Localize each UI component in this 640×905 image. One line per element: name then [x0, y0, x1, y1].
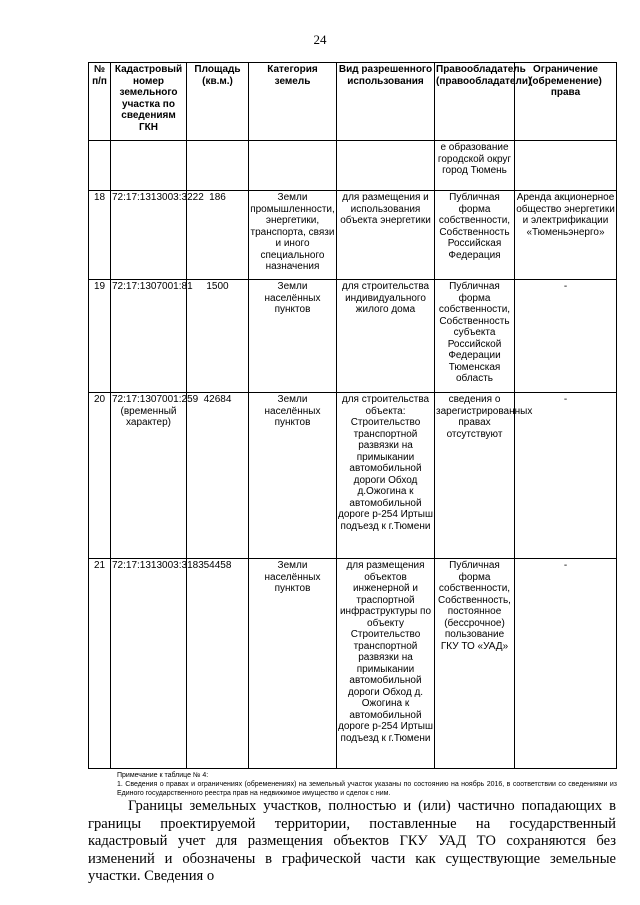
- row-number-cell: 18: [89, 191, 111, 280]
- table-note-title: Примечание к таблице № 4:: [117, 772, 209, 779]
- table-cell: [249, 141, 337, 191]
- encumbrance-cell: -: [515, 280, 617, 393]
- header-cell: № п/п: [89, 63, 111, 141]
- land-category-cell: Земли населённых пунктов: [249, 280, 337, 393]
- right-holder-cell: Публичная форма собственности, Собственность Российская Федерация: [435, 191, 515, 280]
- table-header-row: [89, 63, 617, 141]
- header-cell: Ограничение (обременение) права: [515, 63, 617, 141]
- table-cell: [187, 141, 249, 191]
- table-note-text: 1. Сведения о правах и ограничениях (обременениях) на земельный участок указаны по состоянию на ноябрь 2016, в соответствии со сведениями из Единого государственного реестра прав на недвижимое имущество и сделок с ним.: [117, 781, 617, 797]
- page-number: 24: [313, 32, 327, 47]
- right-holder-cell: Публичная форма собственности, Собственность, постоянное (бессрочное) пользование ГКУ ТО «УАД»: [435, 559, 515, 769]
- header-cell: Правообладатель (правообладатели): [435, 63, 515, 141]
- body-paragraph: Границы земельных участков, полностью и (или) частично попадающих в границы проектируемой территории, поставленные на государственный кадастровый учет для размещения объектов ГКУ УАД ТО сохраняются без изменений и обозначены в графической части как существующие земельные участки. Сведения о: [88, 798, 616, 885]
- right-holder-cell: Публичная форма собственности, Собственность субъекта Российской Федерации Тюменская область: [435, 280, 515, 393]
- area-cell: 42684: [187, 393, 249, 559]
- table-row: [89, 393, 617, 559]
- land-plots-table: [88, 62, 617, 769]
- header-cell: Кадастровый номер земельного участка по сведениям ГКН: [111, 63, 187, 141]
- table-cell: [111, 141, 187, 191]
- encumbrance-cell: -: [515, 559, 617, 769]
- table-row: [89, 191, 617, 280]
- cadastral-number-cell: 72:17:1307001:81: [111, 280, 187, 393]
- area-cell: 1500: [187, 280, 249, 393]
- header-cell: Площадь (кв.м.): [187, 63, 249, 141]
- table-cell: е образование городской округ город Тюмень: [435, 141, 515, 191]
- row-number-cell: 19: [89, 280, 111, 393]
- permitted-use-cell: для размещения объектов инженерной и траспортной инфраструктуры по объекту Строительство транспортной развязки на примыкании автомобильной дороги Обход д. Ожогина к автомобильной дороге р-254 Иртыш подъезд к г.Тюмени: [337, 559, 435, 769]
- land-category-cell: Земли населённых пунктов: [249, 559, 337, 769]
- table-row: [89, 141, 617, 191]
- header-cell: Категория земель: [249, 63, 337, 141]
- cadastral-number-cell: 72:17:1313003:3222: [111, 191, 187, 280]
- land-category-cell: Земли населённых пунктов: [249, 393, 337, 559]
- row-number-cell: 21: [89, 559, 111, 769]
- table-row: [89, 559, 617, 769]
- permitted-use-cell: для строительства объекта: Строительство транспортной развязки на примыкании автомобильной дороги Обход д.Ожогина к автомобильной дороге р-254 Иртыш подъезд к г.Тюмени: [337, 393, 435, 559]
- table-row: [89, 280, 617, 393]
- right-holder-cell: сведения о зарегистрированных правах отсутствуют: [435, 393, 515, 559]
- area-cell: 54458: [187, 559, 249, 769]
- table-cell: [337, 141, 435, 191]
- header-cell: Вид разрешенного использования: [337, 63, 435, 141]
- permitted-use-cell: для размещения и использования объекта энергетики: [337, 191, 435, 280]
- area-cell: 186: [187, 191, 249, 280]
- cadastral-number-cell: 72:17:1313003:3183: [111, 559, 187, 769]
- land-category-cell: Земли промышленности, энергетики, транспорта, связи и иного специального назначения: [249, 191, 337, 280]
- row-number-cell: 20: [89, 393, 111, 559]
- encumbrance-cell: -: [515, 393, 617, 559]
- permitted-use-cell: для строительства индивидуального жилого дома: [337, 280, 435, 393]
- cadastral-number-cell: 72:17:1307001:259 (временный характер): [111, 393, 187, 559]
- table-cell: [515, 141, 617, 191]
- table-cell: [89, 141, 111, 191]
- encumbrance-cell: Аренда акционерное общество энергетики и электрификации «Тюменьэнерго»: [515, 191, 617, 280]
